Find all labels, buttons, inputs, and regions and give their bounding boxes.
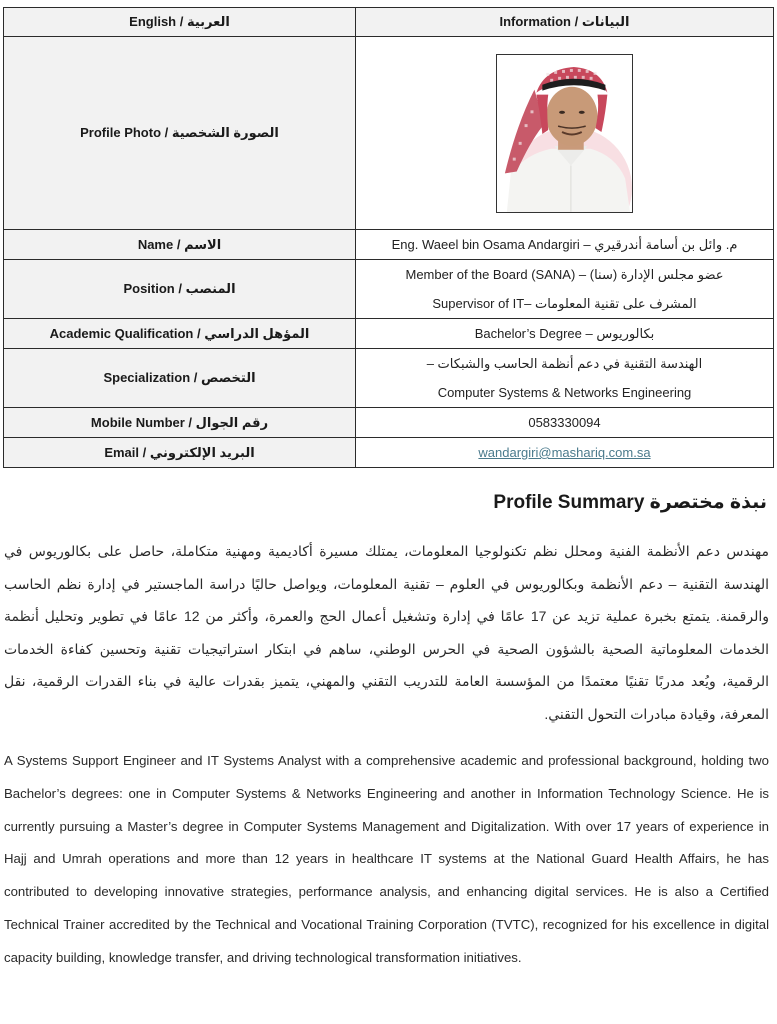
academic-label: Academic Qualification / المؤهل الدراسي — [4, 319, 356, 349]
person-portrait-icon — [497, 55, 632, 212]
specialization-line-ar: الهندسة التقنية في دعم أنظمة الحاسب والشبكات – — [426, 356, 703, 371]
photo-label: Profile Photo / الصورة الشخصية — [4, 37, 356, 230]
table-row-academic — [4, 319, 774, 349]
specialization-value — [356, 349, 774, 408]
table-row-photo — [4, 37, 774, 230]
header-value-column: Information / البيانات — [356, 8, 774, 37]
photo-cell — [356, 37, 774, 230]
header-label-column: English / العربية — [4, 8, 356, 37]
table-header-row — [4, 8, 774, 37]
position-line-board: عضو مجلس الإدارة (سنا) – Member of the Board (SANA) — [405, 267, 724, 282]
specialization-label: Specialization / التخصص — [4, 349, 356, 408]
email-value-cell — [356, 438, 774, 468]
name-value: م. وائل بن أسامة أندرقيري – Eng. Waeel bin Osama Andargiri — [356, 230, 774, 260]
email-label: Email / البريد الإلكتروني — [4, 438, 356, 468]
name-label: Name / الاسم — [4, 230, 356, 260]
table-row-email — [4, 438, 774, 468]
mobile-label: Mobile Number / رقم الجوال — [4, 408, 356, 438]
profile-summary-english: A Systems Support Engineer and IT Systems Analyst with a comprehensive academic and professional background, holding two Bachelor’s degrees: one in Computer Systems & Networks Engineering and another in Information Technology Science. He is currently pursuing a Master’s degree in Computer Systems Management and Digitalization. With over 17 years of experience in Hajj and Umrah operations and more than 12 years in healthcare IT systems at the National Guard Health Affairs, he has contributed to developing innovative strategies, performance analysis, and enhancing digital services. He is also a Certified Technical Trainer accredited by the Technical and Vocational Training Corporation (TVTC), recognized for his excellence in digital capacity building, knowledge transfer, and driving technological transformation initiatives. — [4, 753, 769, 965]
profile-info-table — [3, 7, 774, 468]
specialization-line-en: Computer Systems & Networks Engineering — [437, 385, 692, 400]
academic-value: بكالوريوس – Bachelor’s Degree — [356, 319, 774, 349]
table-row-specialization — [4, 349, 774, 408]
position-line-it: المشرف على تقنية المعلومات –Supervisor of IT — [432, 296, 697, 311]
email-link[interactable]: wandargiri@mashariq.com.sa — [478, 445, 651, 460]
position-value — [356, 260, 774, 319]
profile-summary-title: نبذة مختصرة Profile Summary — [493, 492, 767, 513]
table-row-position — [4, 260, 774, 319]
profile-photo — [496, 54, 633, 213]
table-row-name — [4, 230, 774, 260]
table-row-mobile — [4, 408, 774, 438]
profile-summary-arabic: مهندس دعم الأنظمة الفنية ومحلل نظم تكنولوجيا المعلومات، يمتلك مسيرة أكاديمية ومهنية متكاملة، حاصل على بكالوريوس في الهندسة التقنية – دعم الأنظمة وبكالوريوس في العلوم – تقنية المعلومات، ويواصل حاليًا دراسة الماجستير في إدارة نظم الحاسب والرقمنة. يتمتع بخبرة عملية تزيد عن 17 عامًا في إدارة وتشغيل أعمال الحج والعمرة، وأكثر من 12 عامًا في تطوير وتحليل أنظمة الخدمات المعلوماتية الصحية بالشؤون الصحية في الحرس الوطني، ساهم في ابتكار استراتيجيات تقنية وتحسين كفاءة الخدمات الرقمية، ويُعد مدربًا تقنيًا معتمدًا من المؤسسة العامة للتدريب التقني والمهني، يتميز بقدرات عالية في بناء القدرات الرقمية، نقل المعرفة، وقيادة مبادرات التحول التقني. — [4, 543, 769, 722]
position-label: Position / المنصب — [4, 260, 356, 319]
mobile-value: 0583330094 — [356, 408, 774, 438]
